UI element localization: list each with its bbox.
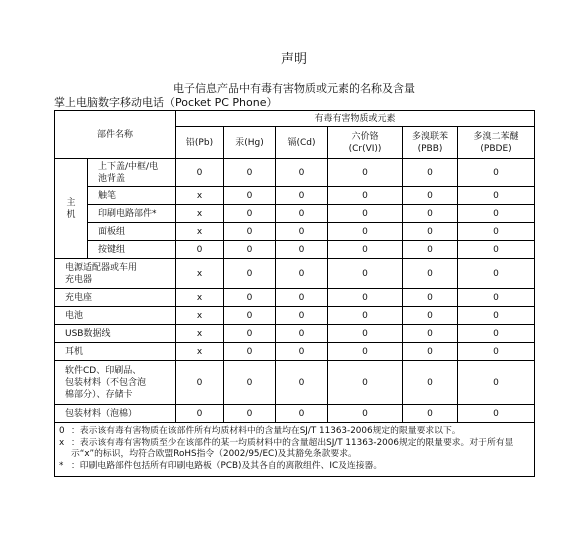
part-name	[55, 289, 176, 307]
value-cell: x	[176, 307, 224, 325]
part-name	[88, 241, 176, 259]
value-cell: 0	[224, 159, 276, 187]
text-line: 包装材料（不包含泡	[65, 377, 147, 388]
value-cell: 0	[328, 241, 403, 259]
part-name	[55, 307, 176, 325]
value-cell: 0	[403, 289, 458, 307]
part-name	[88, 187, 176, 205]
value-cell: 0	[328, 187, 403, 205]
value-cell: 0	[328, 223, 403, 241]
value-cell: 0	[276, 159, 328, 187]
note-mark: x	[59, 437, 65, 448]
value-cell: x	[176, 259, 224, 289]
table-row	[55, 325, 535, 343]
text-line: 主	[66, 197, 76, 208]
part-name	[88, 205, 176, 223]
text-line: 面板组	[98, 226, 126, 237]
header-row	[55, 111, 535, 127]
text-line: 机	[66, 209, 76, 220]
table-row	[55, 343, 535, 361]
part-name-header: 部件名称	[55, 111, 176, 159]
value-cell: 0	[328, 361, 403, 405]
substance-header	[276, 127, 328, 159]
value-cell: 0	[224, 241, 276, 259]
note-mark: *	[59, 460, 64, 471]
text-line: 包装材料（泡棉）	[65, 408, 138, 419]
value-cell: 0	[224, 259, 276, 289]
table-subtitle: 电子信息产品中有毒有害物质或元素的名称及含量	[173, 82, 415, 95]
value-cell: 0	[458, 343, 535, 361]
value-cell: 0	[458, 405, 535, 423]
table-row	[55, 205, 535, 223]
value-cell: 0	[328, 405, 403, 423]
text-line: 电池	[65, 310, 84, 321]
value-cell: 0	[224, 187, 276, 205]
note-text: ：表示该有毒有害物质在该部件所有均质材料中的含量均在SJ/T 11363-2006规定的限量要求以下。	[71, 426, 461, 436]
note-item	[59, 438, 531, 461]
value-cell: 0	[276, 325, 328, 343]
value-cell: 0	[458, 241, 535, 259]
text-line: 电源适配器或车用	[65, 262, 138, 273]
value-cell: 0	[176, 405, 224, 423]
value-cell: 0	[176, 361, 224, 405]
value-cell: 0	[176, 241, 224, 259]
text-line: 池背盖	[98, 173, 126, 184]
value-cell: 0	[458, 159, 535, 187]
value-cell: 0	[224, 325, 276, 343]
substance-header	[328, 127, 403, 159]
value-cell: 0	[403, 241, 458, 259]
value-cell: 0	[224, 289, 276, 307]
value-cell: 0	[458, 289, 535, 307]
part-name	[55, 361, 176, 405]
notes-cell	[55, 423, 535, 477]
value-cell: 0	[276, 205, 328, 223]
value-cell: 0	[224, 343, 276, 361]
part-name	[88, 223, 176, 241]
value-cell: 0	[328, 159, 403, 187]
part-name	[88, 159, 176, 187]
value-cell: x	[176, 325, 224, 343]
text-line: (PBDE)	[480, 143, 512, 154]
text-line: (Cr(VI))	[348, 143, 382, 154]
value-cell: 0	[276, 187, 328, 205]
value-cell: 0	[276, 361, 328, 405]
table-row	[55, 159, 535, 187]
substance-header	[403, 127, 458, 159]
value-cell: 0	[224, 307, 276, 325]
value-cell: 0	[328, 325, 403, 343]
value-cell: x	[176, 289, 224, 307]
text-line: 充电座	[65, 292, 93, 303]
host-group-label	[55, 159, 88, 259]
value-cell: 0	[176, 159, 224, 187]
substance-header	[224, 127, 276, 159]
value-cell: 0	[458, 205, 535, 223]
value-cell: 0	[403, 307, 458, 325]
note-text: ：印刷电路部件包括所有印刷电路板（PCB)及其各自的离散组件、IC及连接器。	[71, 460, 383, 471]
table-row	[55, 223, 535, 241]
value-cell: 0	[276, 223, 328, 241]
value-cell: 0	[458, 223, 535, 241]
value-cell: 0	[403, 405, 458, 423]
text-line: 按键组	[98, 244, 126, 255]
text-line: 多溴二苯醚	[473, 131, 519, 142]
text-line: 汞(Hg)	[235, 137, 264, 148]
value-cell: 0	[276, 405, 328, 423]
value-cell: 0	[458, 187, 535, 205]
value-cell: 0	[328, 259, 403, 289]
page-title: 声明	[280, 52, 307, 67]
part-name	[55, 405, 176, 423]
value-cell: 0	[458, 325, 535, 343]
text-line: 软件CD、印刷品、	[65, 365, 142, 376]
table-row	[55, 241, 535, 259]
table-row	[55, 259, 535, 289]
text-line: 镉(Cd)	[287, 137, 316, 148]
value-cell: x	[176, 223, 224, 241]
value-cell: 0	[224, 205, 276, 223]
value-cell: 0	[403, 159, 458, 187]
value-cell: 0	[403, 223, 458, 241]
text-line: 棉部分）、存储卡	[65, 389, 133, 400]
notes-row	[55, 423, 535, 477]
value-cell: 0	[276, 289, 328, 307]
value-cell: 0	[276, 343, 328, 361]
value-cell: 0	[276, 259, 328, 289]
hazardous-substances-table	[54, 110, 535, 477]
table-row	[55, 289, 535, 307]
value-cell: x	[176, 343, 224, 361]
value-cell: 0	[458, 361, 535, 405]
value-cell: 0	[224, 405, 276, 423]
text-line: 触笔	[98, 190, 117, 201]
table-row	[55, 361, 535, 405]
value-cell: x	[176, 205, 224, 223]
table-row	[55, 187, 535, 205]
part-name	[55, 325, 176, 343]
substance-header	[458, 127, 535, 159]
value-cell: 0	[224, 361, 276, 405]
value-cell: 0	[403, 259, 458, 289]
text-line: 耳机	[65, 346, 84, 357]
text-line: 六价铬	[351, 131, 379, 142]
note-item	[59, 461, 531, 473]
text-line: 铅(Pb)	[185, 137, 214, 148]
value-cell: 0	[403, 361, 458, 405]
value-cell: 0	[403, 343, 458, 361]
text-line: USB数据线	[65, 328, 111, 339]
note-text: ：表示该有毒有害物质至少在该部件的某一均质材料中的含量超出SJ/T 11363-2006规定的限量要求。对于所有显示“x”的标识，均符合欧盟RoHS指令（2002/95/EC)及其豁免条款要求。	[71, 437, 514, 459]
value-cell: 0	[328, 343, 403, 361]
value-cell: 0	[276, 241, 328, 259]
substance-header	[176, 127, 224, 159]
value-cell: 0	[328, 205, 403, 223]
text-line: 多溴联苯	[412, 131, 449, 142]
value-cell: 0	[328, 307, 403, 325]
part-name	[55, 259, 176, 289]
text-line: (PBB)	[417, 143, 443, 154]
device-name: 掌上电脑数字移动电话（Pocket PC Phone）	[54, 96, 278, 109]
text-line: 上下盖/中框/电	[98, 161, 159, 172]
table-row	[55, 307, 535, 325]
note-item	[59, 426, 531, 438]
value-cell: 0	[403, 187, 458, 205]
note-mark: 0	[59, 426, 65, 436]
value-cell: 0	[224, 223, 276, 241]
value-cell: 0	[458, 307, 535, 325]
part-name	[55, 343, 176, 361]
value-cell: 0	[458, 259, 535, 289]
value-cell: 0	[403, 205, 458, 223]
substances-header: 有毒有害物质或元素	[176, 111, 535, 127]
value-cell: 0	[276, 307, 328, 325]
text-line: 充电器	[65, 274, 93, 285]
text-line: 印刷电路部件*	[98, 208, 157, 219]
value-cell: 0	[328, 289, 403, 307]
table-row	[55, 405, 535, 423]
value-cell: 0	[403, 325, 458, 343]
value-cell: x	[176, 187, 224, 205]
